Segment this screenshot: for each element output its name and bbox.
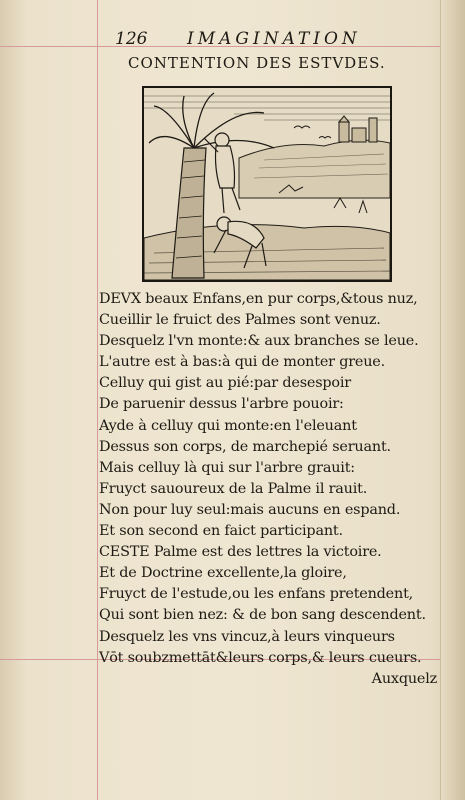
verse-line: Qui sont bien nez: & de bon sang descendent.: [99, 607, 426, 624]
page-number: 126: [115, 29, 148, 49]
verse-line: Ayde à celluy qui monte:en l'eleuant: [99, 417, 357, 434]
running-title: IMAGINATION: [187, 29, 361, 49]
verse-line: Desquelz les vns vincuz,à leurs vinqueurs: [99, 628, 395, 645]
verse-line: Mais celluy là qui sur l'arbre grauit:: [99, 459, 355, 476]
woodcut-illustration: [142, 86, 392, 282]
woodcut-drawing: [144, 88, 390, 280]
verse-line: Non pour luy seul:mais aucuns en espand.: [99, 501, 401, 518]
verse-line: Desquelz l'vn monte:& aux branches se leue.: [99, 333, 419, 350]
emblem-verse: [99, 289, 445, 690]
verse-line: L'autre est à bas:à qui de monter greue.: [99, 354, 385, 371]
margin-rule-vertical: [97, 0, 98, 800]
verse-line: Cueillir le fruict des Palmes sont venuz.: [99, 312, 381, 329]
verse-line: De paruenir dessus l'arbre pouoir:: [99, 396, 344, 413]
verse-line: Et son second en faict participant.: [99, 523, 343, 540]
verse-line: DEVX beaux Enfans,en pur corps,&tous nuz,: [99, 291, 418, 307]
verse-line: Celluy qui gist au pié:par desespoir: [99, 375, 351, 392]
verse-line: Dessus son corps, de marchepié seruant.: [99, 438, 391, 455]
verse-line: Et de Doctrine excellente,la gloire,: [99, 565, 347, 582]
verse-line: Fruyct sauoureux de la Palme il rauit.: [99, 480, 368, 497]
verse-line: CESTE Palme est des lettres la victoire.: [99, 544, 382, 561]
verse-line: Fruyct de l'estude,ou les enfans pretendent,: [99, 586, 414, 603]
verse-line: Vōt soubzmettāt&leurs corps,& leurs cueurs.: [99, 649, 422, 666]
catchword: Auxquelz: [371, 670, 437, 687]
running-head: [115, 27, 405, 51]
emblem-heading: CONTENTION DES ESTVDES.: [128, 54, 386, 72]
